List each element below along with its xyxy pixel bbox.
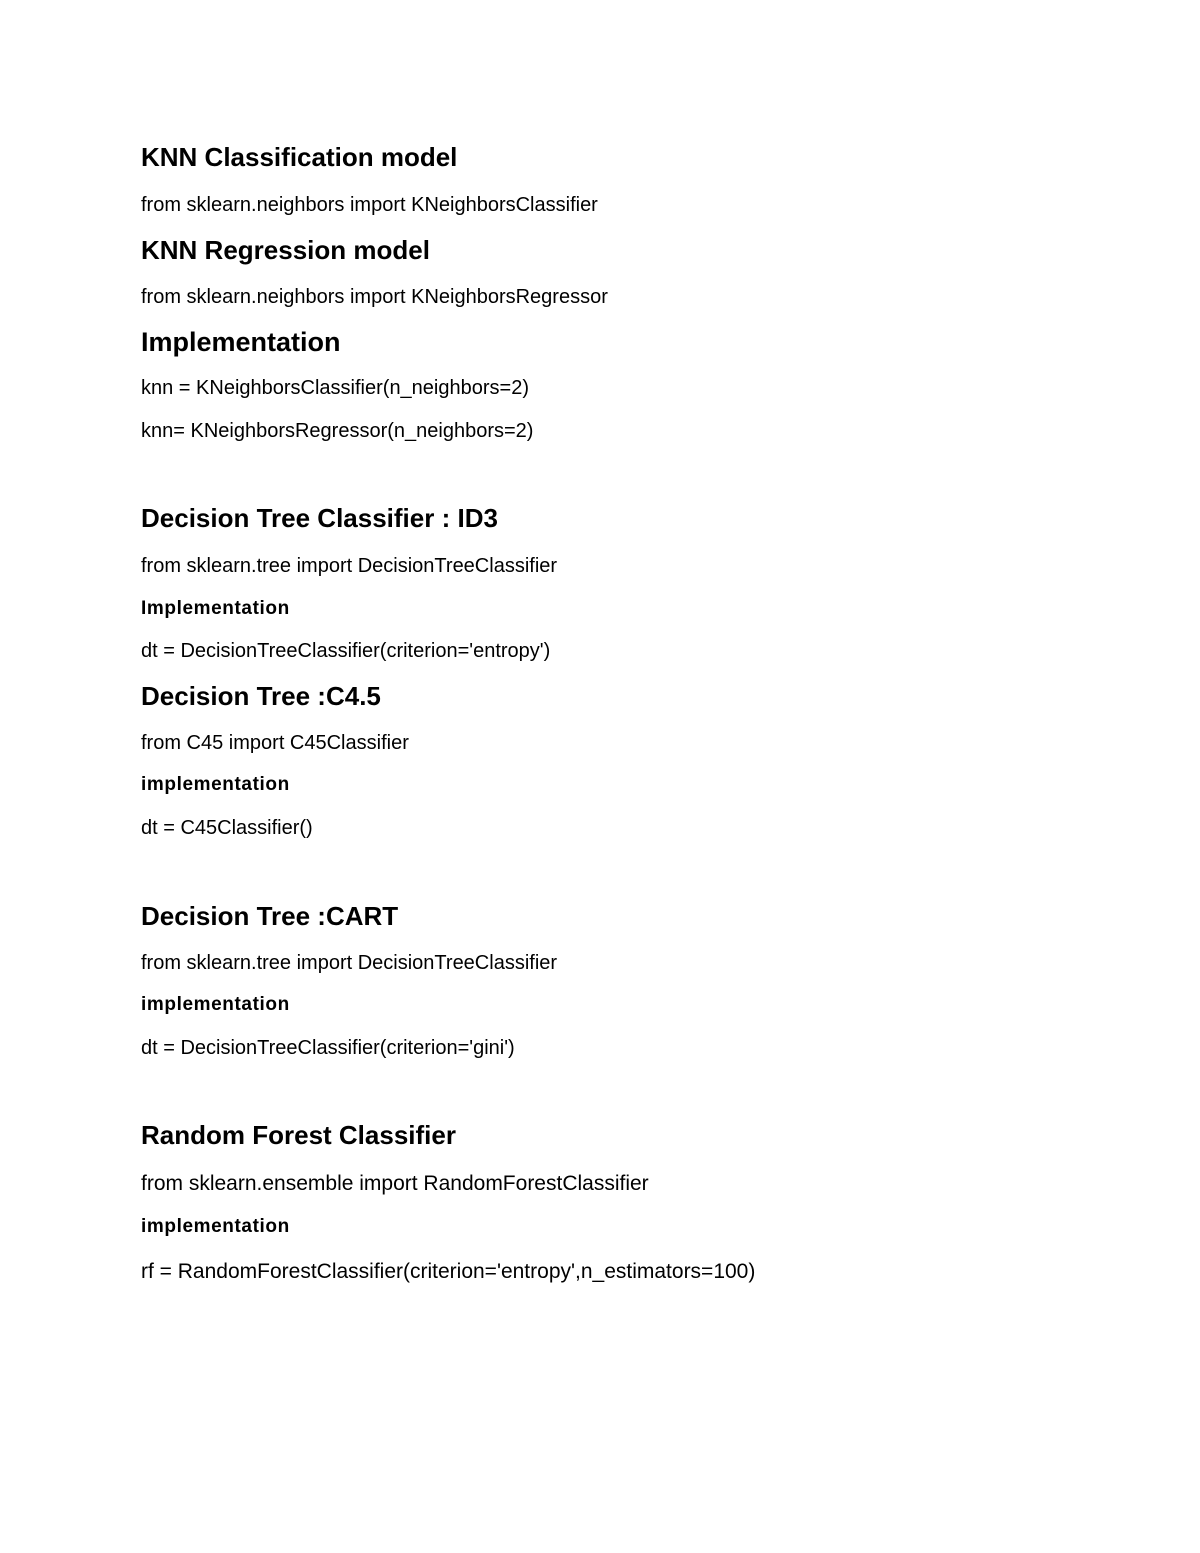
dt-cart-subheading: implementation <box>141 994 290 1015</box>
dt-c45-heading: Decision Tree :C4.5 <box>141 681 381 711</box>
knn-regression-import: from sklearn.neighbors import KNeighborsRegressor <box>141 286 608 308</box>
dt-c45-code: dt = C45Classifier() <box>141 817 313 839</box>
random-forest-import: from sklearn.ensemble import RandomForestClassifier <box>141 1172 649 1195</box>
knn-classifier-code: knn = KNeighborsClassifier(n_neighbors=2) <box>141 377 529 399</box>
dt-cart-import: from sklearn.tree import DecisionTreeClassifier <box>141 952 558 974</box>
random-forest-code: rf = RandomForestClassifier(criterion='entropy',n_estimators=100) <box>141 1260 756 1283</box>
dt-id3-code: dt = DecisionTreeClassifier(criterion='entropy') <box>141 640 551 662</box>
knn-regressor-code: knn= KNeighborsRegressor(n_neighbors=2) <box>141 420 534 442</box>
random-forest-heading: Random Forest Classifier <box>141 1120 456 1150</box>
dt-c45-import: from C45 import C45Classifier <box>141 732 409 754</box>
dt-id3-import: from sklearn.tree import DecisionTreeClassifier <box>141 555 558 577</box>
knn-regression-heading: KNN Regression model <box>141 235 430 265</box>
random-forest-subheading: implementation <box>141 1216 290 1237</box>
knn-classification-import: from sklearn.neighbors import KNeighborsClassifier <box>141 194 598 216</box>
dt-id3-heading: Decision Tree Classifier : ID3 <box>141 503 498 533</box>
dt-cart-heading: Decision Tree :CART <box>141 901 399 931</box>
dt-c45-subheading: implementation <box>141 774 290 795</box>
knn-classification-heading: KNN Classification model <box>141 142 458 172</box>
dt-id3-subheading: Implementation <box>141 598 290 619</box>
dt-cart-code: dt = DecisionTreeClassifier(criterion='gini') <box>141 1037 515 1059</box>
knn-implementation-heading: Implementation <box>141 327 341 357</box>
